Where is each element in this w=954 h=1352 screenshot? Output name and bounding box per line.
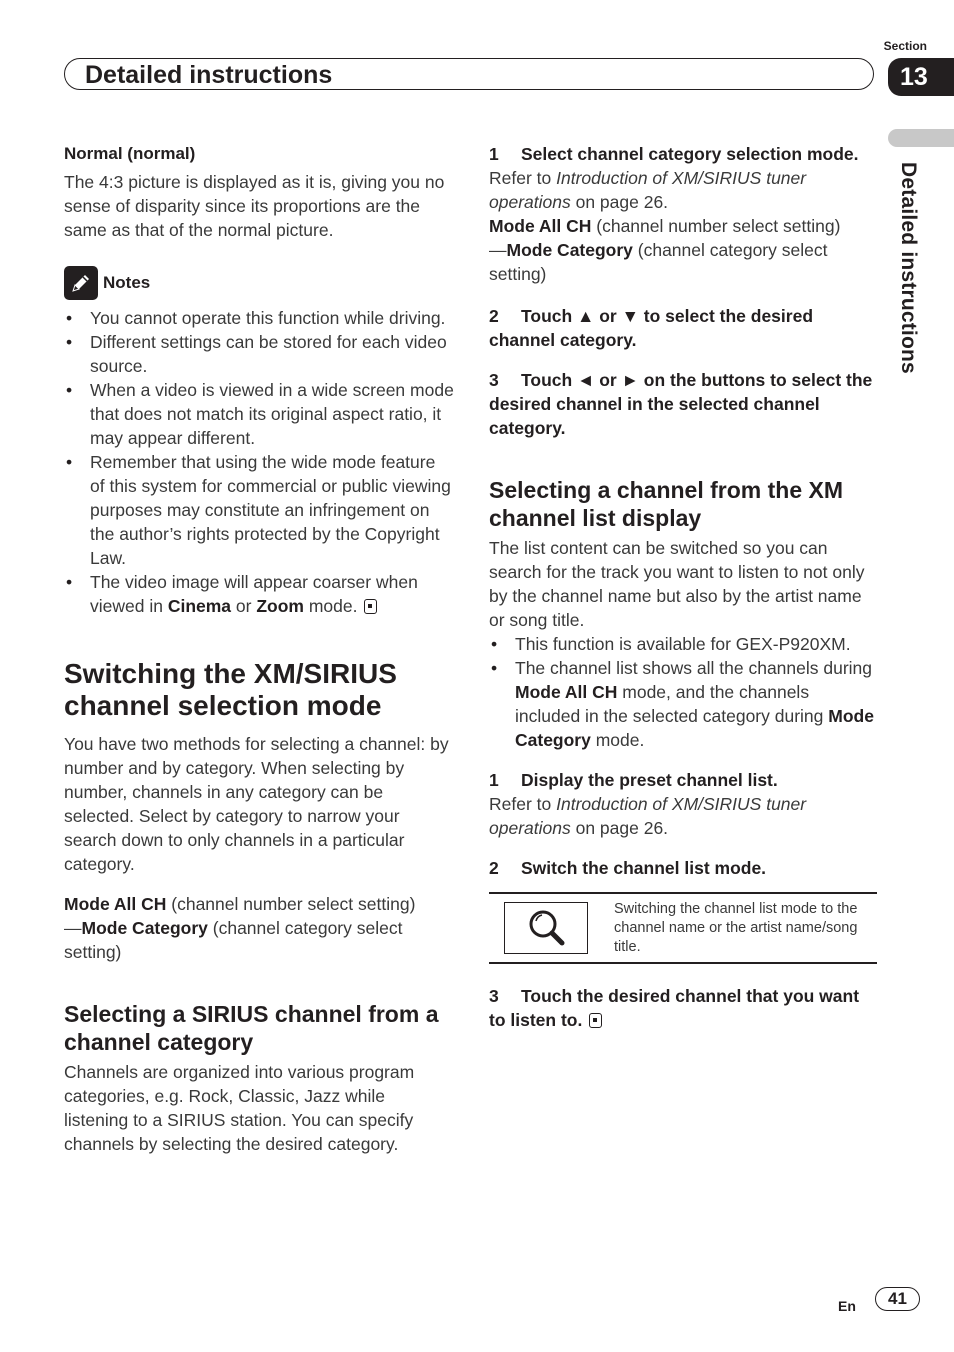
step-3: 3 Touch ◄ or ► on the buttons to select the desired channel in the selected channel category. [489, 370, 873, 438]
language-label: En [838, 1298, 856, 1314]
side-tab-marker [888, 129, 954, 147]
mode-setting: Mode All CH (channel number select setting) —Mode Category (channel category select setting) [489, 216, 841, 284]
bullet-item: • The channel list shows all the channels during Mode All CH mode, and the channels included in the selected category during Mode Category mode. [489, 656, 877, 752]
note-item: • When a video is viewed in a wide screen mode that does not match its original aspect ratio, it may appear different. [64, 378, 454, 450]
table-description: Switching the channel list mode to the channel name or the artist name/song title. [614, 901, 858, 955]
refer-text: Refer to Introduction of XM/SIRIUS tuner operations on page 26. [489, 168, 807, 212]
xm-step-3: 3 Touch the desired channel that you want to listen to. [489, 986, 860, 1030]
bullet-item: • This function is available for GEX-P920XM. [489, 632, 877, 656]
page-number: 41 [875, 1287, 920, 1311]
search-key-button[interactable] [504, 902, 588, 954]
note-item: • The video image will appear coarser when viewed in Cinema or Zoom mode. [64, 570, 454, 618]
xm-heading: Selecting a channel from the XM channel list display [489, 477, 844, 531]
switch-heading: Switching the XM/SIRIUS channel selection mode [64, 658, 397, 721]
right-column [489, 142, 877, 1032]
section-number-badge: 13 [888, 58, 954, 96]
side-tab-label: Detailed instructions [897, 162, 920, 374]
refer-text: Refer to Introduction of XM/SIRIUS tuner operations on page 26. [489, 794, 807, 838]
left-column [64, 142, 454, 1156]
xm-step-1: 1 Display the preset channel list. [489, 770, 778, 790]
search-icon [505, 903, 589, 955]
note-item: • Remember that using the wide mode feature of this system for commercial or public viewing purposes may constitute an infringement on the author’s rights protected by the Copyright Law. [64, 450, 454, 570]
end-mark-icon [589, 1013, 602, 1028]
sirius-heading: Selecting a SIRIUS channel from a channel category [64, 1001, 439, 1055]
notes-header [64, 266, 454, 300]
switch-text: You have two methods for selecting a channel: by number and by category. When selecting by number, channels in any category can be selected. Select by category to narrow your search down to only channels in a particular category. [64, 734, 449, 874]
function-table [489, 892, 877, 964]
step-1: 1 Select channel category selection mode. [489, 144, 859, 164]
note-item: • You cannot operate this function while driving. [64, 306, 454, 330]
normal-text: The 4:3 picture is displayed as it is, giving you no sense of disparity since its proportions are the same as that of the normal picture. [64, 172, 445, 240]
xm-bullets [489, 632, 877, 752]
xm-step-2: 2 Switch the channel list mode. [489, 858, 767, 878]
page-title: Detailed instructions [85, 61, 333, 89]
step-2: 2 Touch ▲ or ▼ to select the desired channel category. [489, 306, 814, 350]
header-bar [64, 58, 874, 90]
mode-setting: Mode All CH (channel number select setting) —Mode Category (channel category select setting) [64, 894, 416, 962]
sirius-text: Channels are organized into various program categories, e.g. Rock, Classic, Jazz while listening to a SIRIUS station. You can specify channels by selecting the desired category. [64, 1062, 415, 1154]
notes-pencil-icon [64, 266, 98, 300]
end-mark-icon [364, 599, 377, 614]
xm-text: The list content can be switched so you can search for the track you want to listen to not only by the channel name but also by the artist name or song title. [489, 538, 865, 630]
notes-label: Notes [103, 273, 151, 292]
note-item: • Different settings can be stored for each video source. [64, 330, 454, 378]
section-label: Section [883, 39, 927, 53]
notes-list [64, 306, 454, 618]
normal-heading: Normal (normal) [64, 144, 196, 163]
